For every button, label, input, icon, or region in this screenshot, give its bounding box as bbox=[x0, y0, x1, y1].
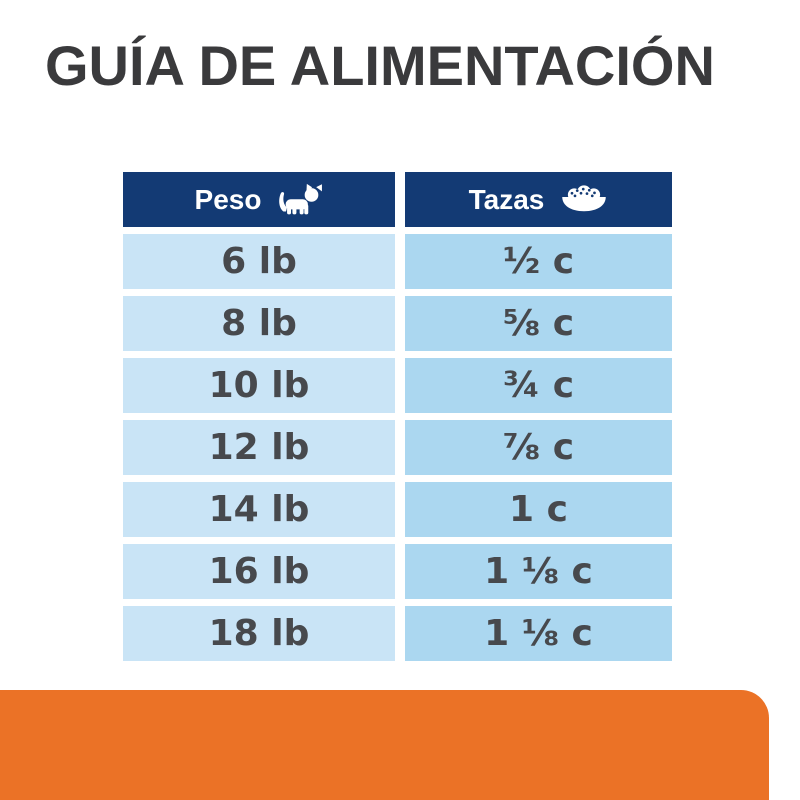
food-bowl-icon bbox=[560, 184, 608, 216]
peso-cell: 10 lb bbox=[123, 358, 395, 413]
peso-cell: 16 lb bbox=[123, 544, 395, 599]
peso-cell: 12 lb bbox=[123, 420, 395, 475]
tazas-cell: ⅞ c bbox=[405, 420, 672, 475]
tazas-cell: 1 ⅛ c bbox=[405, 606, 672, 661]
cat-icon bbox=[277, 182, 323, 218]
peso-cell: 14 lb bbox=[123, 482, 395, 537]
column-header-tazas bbox=[405, 172, 672, 227]
peso-cell: 6 lb bbox=[123, 234, 395, 289]
orange-footer-bar bbox=[0, 690, 769, 800]
column-header-peso bbox=[123, 172, 395, 227]
peso-header-label: Peso bbox=[194, 183, 262, 215]
peso-cell: 8 lb bbox=[123, 296, 395, 351]
tazas-header-label: Tazas bbox=[468, 183, 545, 215]
tazas-cell: ¾ c bbox=[405, 358, 672, 413]
tazas-cell: ½ c bbox=[405, 234, 672, 289]
tazas-cell: 1 c bbox=[405, 482, 672, 537]
feeding-guide-table bbox=[123, 172, 672, 661]
tazas-cell: 1 ⅛ c bbox=[405, 544, 672, 599]
tazas-cell: ⅝ c bbox=[405, 296, 672, 351]
page-title: GUÍA DE ALIMENTACIÓN bbox=[45, 34, 715, 97]
peso-cell: 18 lb bbox=[123, 606, 395, 661]
